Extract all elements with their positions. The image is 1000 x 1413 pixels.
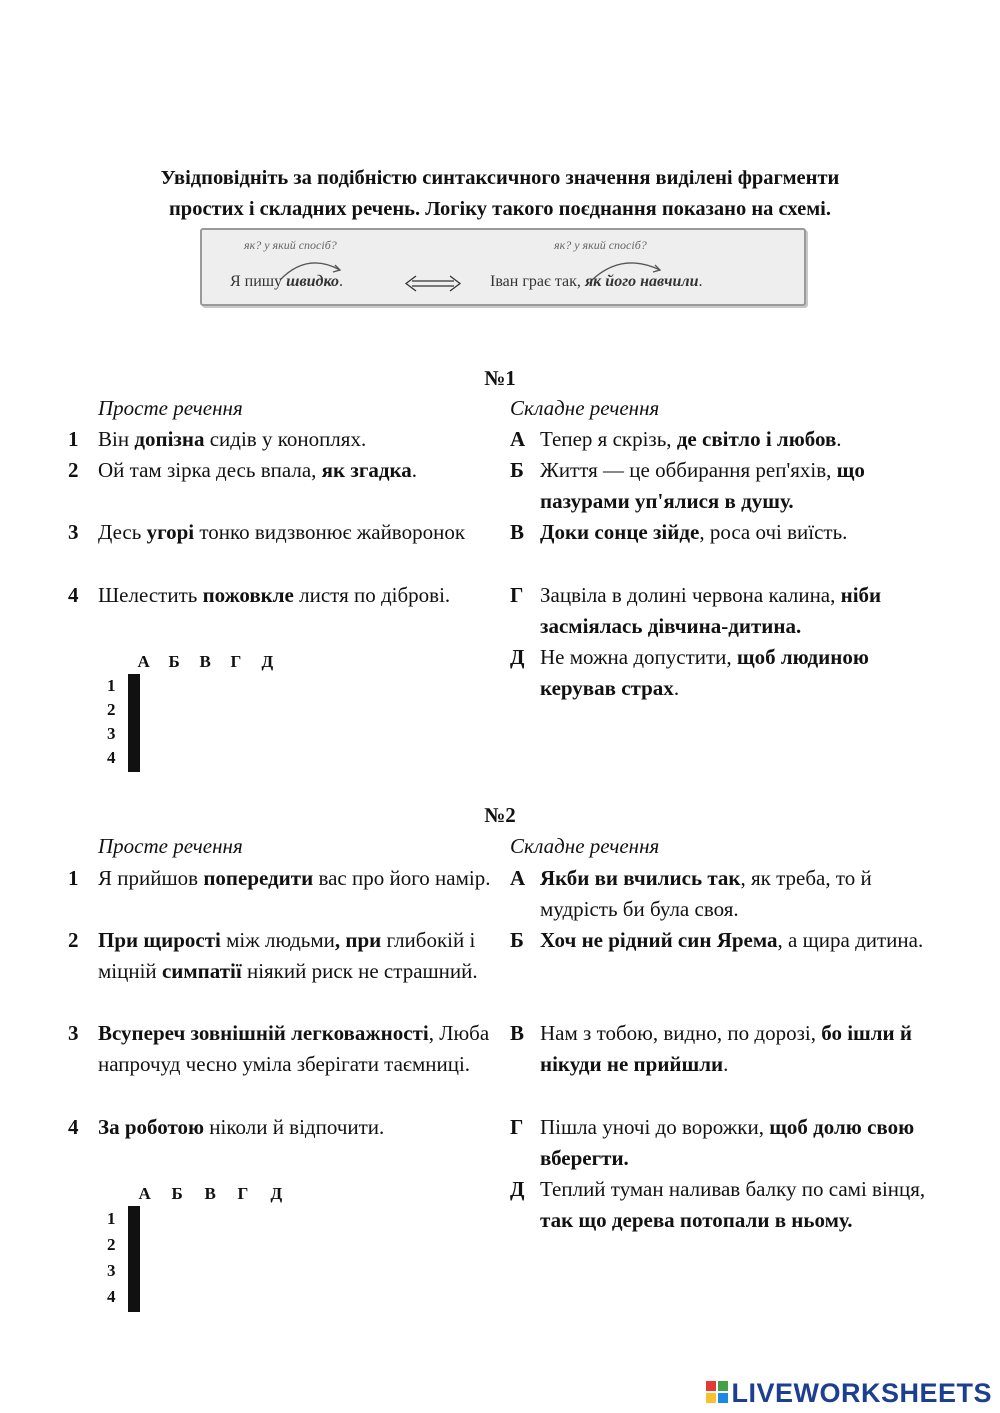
item-text (98, 455, 468, 486)
grid-row-label: 1 (107, 1209, 116, 1228)
text-fragment: Життя — це оббирання реп'яхів, (540, 458, 837, 482)
highlighted-fragment: Якби ви вчились так (540, 866, 741, 890)
grid-row-label: 4 (107, 1287, 116, 1306)
item-text (540, 1112, 940, 1174)
liveworksheets-logo (706, 1378, 992, 1408)
item-marker: В (510, 520, 525, 544)
task-1-complex-item (510, 580, 950, 644)
text-fragment: . (411, 458, 418, 482)
brand-text: LIVEWORKSHEETS (731, 1378, 992, 1408)
text-fragment: між людьми (220, 928, 335, 952)
item-text (98, 925, 493, 987)
highlighted-fragment: як згадка (321, 458, 412, 482)
item-text (540, 863, 940, 925)
item-marker: А (510, 427, 526, 451)
text-fragment: , а щира дитина. (777, 928, 924, 952)
task-2-complex-item (510, 925, 940, 989)
item-marker: 4 (68, 1115, 79, 1139)
text-fragment: вас про його намір. (313, 866, 491, 890)
highlighted-fragment: де світло і любов (676, 427, 837, 451)
task-1-simple-item (68, 424, 468, 456)
answer-row (129, 723, 139, 747)
text-fragment: . (836, 427, 842, 451)
answer-cell[interactable] (137, 1207, 139, 1233)
answer-cell[interactable] (137, 1259, 139, 1285)
task-2-complex-heading: Складне речення (510, 834, 660, 858)
answer-cell[interactable] (137, 723, 139, 747)
right-question: як? у який спосіб? (554, 238, 647, 252)
item-marker: Б (510, 458, 524, 482)
text-fragment: Шелестить (98, 583, 203, 607)
answer-cell[interactable] (137, 747, 139, 771)
highlighted-fragment: попередити (203, 866, 314, 890)
grid-column-label: Г (237, 1184, 249, 1203)
item-marker: В (510, 1021, 525, 1045)
task-1-complex-item (510, 455, 950, 519)
text-fragment: ніякий риск не страшний. (241, 959, 478, 983)
task-1-number: №1 (484, 366, 516, 390)
item-text (540, 424, 950, 455)
grid-row-label: 2 (107, 700, 116, 719)
text-fragment: Ой там зірка десь впала, (98, 458, 322, 482)
task-1-simple-heading: Просте речення (98, 396, 243, 420)
task-1-complex-item (510, 517, 950, 549)
item-text (540, 1174, 940, 1236)
task-1-complex-heading: Складне речення (510, 396, 660, 420)
answer-row (129, 747, 139, 771)
double-arrow-icon (406, 276, 460, 291)
item-text (98, 1018, 493, 1080)
item-text (540, 925, 940, 956)
text-fragment: Не можна допустити, (540, 645, 737, 669)
highlighted-fragment: Хоч не рідний син Ярема (540, 928, 778, 952)
grid-row-label: 3 (107, 724, 116, 743)
task-2-complex-item (510, 1112, 940, 1176)
highlighted-fragment: що пазурами уп'ялися в душу. (540, 458, 865, 513)
text-fragment: , як треба, то й мудрість би була своя. (540, 866, 872, 921)
answer-cell[interactable] (137, 1233, 139, 1259)
text-fragment: Тепер я скрізь, (540, 427, 677, 451)
left-question: як? у який спосіб? (244, 238, 337, 252)
item-marker: 3 (68, 1021, 79, 1045)
answer-cell[interactable] (137, 699, 139, 723)
highlighted-fragment: так що дерева потопали в ньому. (540, 1208, 853, 1232)
right-sentence-end: . (698, 273, 703, 290)
item-marker: А (510, 866, 526, 890)
highlighted-fragment: допізна (134, 427, 205, 451)
highlighted-fragment: ніби засміялась дівчина-дитина. (540, 583, 882, 638)
highlighted-fragment: Доки сонце зійде (540, 520, 700, 544)
text-fragment: Він (98, 427, 135, 451)
answer-row (129, 1207, 139, 1233)
instruction-line-1: Увідповідніть за подібністю синтаксичного значення виділені фрагменти (160, 167, 840, 189)
task-1-complex-item (510, 642, 950, 706)
text-fragment: Зацвіла в долині червона калина, (540, 583, 841, 607)
answer-cell[interactable] (137, 1285, 139, 1311)
answer-row (129, 675, 139, 699)
item-marker: Д (510, 645, 525, 669)
grid-column-label: Г (230, 652, 242, 671)
text-fragment: Десь (98, 520, 147, 544)
text-fragment: Я прийшов (98, 866, 204, 890)
right-sentence (490, 273, 703, 291)
grid-column-label: А (138, 1184, 151, 1203)
text-fragment: , роса очі виїсть. (699, 520, 848, 544)
answer-table (128, 674, 140, 772)
task-1-simple-item (68, 517, 468, 581)
task-1-complex-item (510, 424, 950, 456)
text-fragment: ніколи й відпочити. (204, 1115, 385, 1139)
grid-column-label: Д (270, 1184, 283, 1203)
task-2-complex-item (510, 1018, 940, 1082)
item-marker: 2 (68, 458, 79, 482)
grid-column-label: А (137, 652, 150, 671)
item-marker: Д (510, 1177, 525, 1201)
grid-column-label: Д (261, 652, 274, 671)
instruction-line-2: простих і складних речень. Логіку такого поєднання показано на схемі. (169, 198, 831, 220)
item-text (540, 580, 950, 642)
left-sentence (230, 273, 343, 291)
text-fragment: , Люба напрочуд чесно уміла зберігати таємниці. (98, 1021, 490, 1076)
text-fragment: глибокій і міцній (98, 928, 476, 983)
highlighted-fragment: При щирості (98, 928, 221, 952)
item-text (540, 642, 950, 704)
item-marker: 3 (68, 520, 79, 544)
text-fragment: Пішла уночі до ворожки, (540, 1115, 770, 1139)
task-2-simple-heading: Просте речення (98, 834, 243, 858)
instruction-title (60, 163, 940, 225)
text-fragment: . (673, 676, 680, 700)
left-sentence-bold: швидко (286, 273, 339, 290)
item-marker: 4 (68, 583, 79, 607)
task-2-complex-item (510, 863, 940, 927)
item-text (98, 517, 468, 548)
grid-column-label: В (199, 652, 211, 671)
item-text (540, 1018, 940, 1080)
grid-row-label: 2 (107, 1235, 116, 1254)
answer-row (129, 1259, 139, 1285)
highlighted-fragment: бо ішли й нікуди не прийшли (540, 1021, 913, 1076)
text-fragment: Нам з тобою, видно, по дорозі, (540, 1021, 822, 1045)
item-text (98, 1112, 493, 1143)
highlighted-fragment: щоб долю свою вберегти. (540, 1115, 915, 1170)
scheme-box (200, 228, 806, 306)
item-marker: Б (510, 928, 524, 952)
grid-row-label: 4 (107, 748, 116, 767)
highlighted-fragment: щоб людиною керував страх (540, 645, 869, 700)
task-1-simple-item (68, 580, 468, 644)
item-marker: 2 (68, 928, 79, 952)
right-sentence-bold: як його навчили (584, 273, 699, 290)
task-2-simple-item (68, 1112, 493, 1144)
left-sentence-plain: Я пишу (230, 273, 287, 290)
answer-cell[interactable] (137, 675, 139, 699)
right-sentence-plain: Іван грає так, (490, 273, 585, 290)
highlighted-fragment: симпатії (161, 959, 242, 983)
liveworksheets-icon (706, 1381, 728, 1403)
item-text (540, 517, 950, 548)
item-text (540, 455, 950, 517)
highlighted-fragment: За роботою (98, 1115, 205, 1139)
item-text (98, 863, 493, 894)
item-marker: 1 (68, 427, 79, 451)
grid-column-label: Б (168, 652, 180, 671)
text-fragment: . (723, 1052, 729, 1076)
text-fragment: сидів у коноплях. (204, 427, 367, 451)
task-2-simple-item (68, 863, 493, 927)
task-2-simple-item (68, 1018, 493, 1113)
grid-column-label: Б (171, 1184, 183, 1203)
answer-row (129, 699, 139, 723)
item-marker: 1 (68, 866, 79, 890)
highlighted-fragment: Всупереч зовнішній легковажності (98, 1021, 429, 1045)
text-fragment: Теплий туман наливав балку по самі вінця, (540, 1177, 926, 1201)
answer-row (129, 1233, 139, 1259)
task-2-simple-item (68, 925, 493, 1020)
highlighted-fragment: пожовкле (202, 583, 294, 607)
grid-row-label: 1 (107, 676, 116, 695)
highlighted-fragment: угорі (146, 520, 195, 544)
answer-row (129, 1285, 139, 1311)
item-text (98, 424, 468, 455)
task-1-simple-item (68, 455, 468, 487)
task-2-number: №2 (484, 803, 516, 827)
grid-row-label: 3 (107, 1261, 116, 1280)
grid-column-label: В (204, 1184, 216, 1203)
item-marker: Г (510, 1115, 524, 1139)
text-fragment: листя по діброві. (293, 583, 451, 607)
highlighted-fragment: , при (334, 928, 382, 952)
left-sentence-end: . (338, 273, 343, 290)
task-2-complex-item (510, 1174, 940, 1238)
answer-table (128, 1206, 140, 1312)
text-fragment: тонко видзвонює жайворонок (194, 520, 466, 544)
item-marker: Г (510, 583, 524, 607)
item-text (98, 580, 468, 611)
